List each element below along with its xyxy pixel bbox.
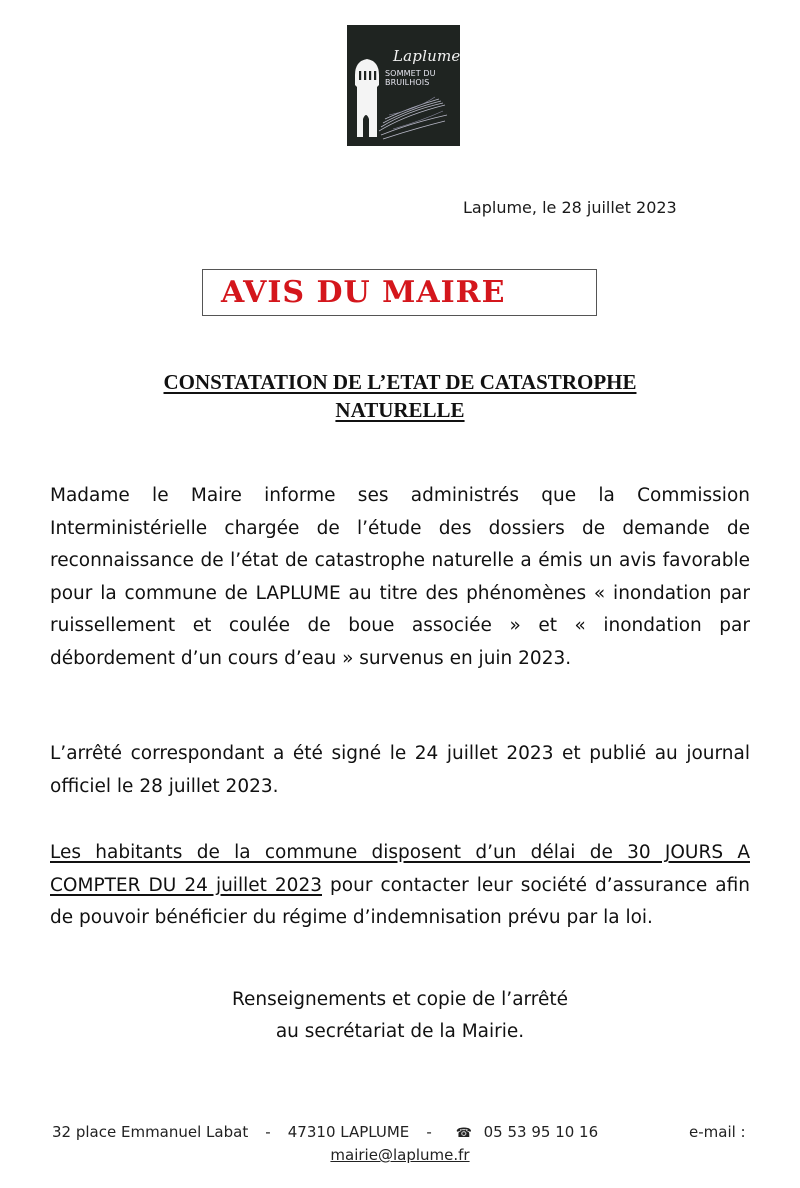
paragraph-arrete: L’arrêté correspondant a été signé le 24 juillet 2023 et publié au journal officiel le 28 juillet 2023. bbox=[50, 743, 750, 797]
footer-separator: - bbox=[265, 1123, 271, 1141]
logo-tagline: SOMMET DU BRUILHOIS bbox=[385, 69, 436, 87]
footer-contact bbox=[52, 1123, 752, 1141]
paragraph-announcement: Madame le Maire informe ses administrés que la Commission Interministérielle chargée de l’étude des dossiers de demande de reconnaissance de l’état de catastrophe naturelle a émis un avis favorable pour la commune de LAPLUME au titre des phénomènes « inondation par ruissellement et coulée de boue associée » et « inondation par débordement d’un cours d’eau » survenus en juin 2023. bbox=[50, 485, 750, 669]
subject-heading bbox=[60, 368, 740, 424]
date-line: Laplume, le 28 juillet 2023 bbox=[463, 198, 677, 217]
subject-line-2: NATURELLE bbox=[335, 398, 465, 422]
deadline-highlight: Les habitants de la commune disposent d’un délai de 30 JOURS A COMPTER DU 24 juillet 2023 bbox=[50, 842, 750, 896]
footer-postal: 47310 LAPLUME bbox=[287, 1123, 410, 1141]
footer-email-label: e-mail : bbox=[689, 1123, 746, 1141]
info-line-2: au secrétariat de la Mairie. bbox=[275, 1021, 525, 1042]
deadline-rest: pour contacter leur société d’assurance afin de pouvoir bénéficier du régime d’indemnisation prévu par la loi. bbox=[50, 874, 750, 928]
footer-email-row bbox=[0, 1146, 800, 1164]
telephone-icon: ☎ bbox=[455, 1126, 472, 1141]
title-box bbox=[202, 269, 597, 316]
paragraph-deadline bbox=[50, 837, 750, 935]
logo-name: Laplume bbox=[393, 47, 460, 65]
laplume-logo bbox=[347, 25, 460, 146]
email-link[interactable]: mairie@laplume.fr bbox=[330, 1146, 470, 1164]
footer-separator: - bbox=[426, 1123, 432, 1141]
page-title: AVIS DU MAIRE bbox=[221, 275, 506, 310]
info-block bbox=[100, 984, 700, 1048]
footer-phone: 05 53 95 10 16 bbox=[483, 1123, 599, 1141]
subject-line-1: CONSTATATION DE L’ETAT DE CATASTROPHE bbox=[163, 370, 637, 394]
footer-address: 32 place Emmanuel Labat bbox=[52, 1123, 249, 1141]
info-line-1: Renseignements et copie de l’arrêté bbox=[231, 989, 569, 1010]
